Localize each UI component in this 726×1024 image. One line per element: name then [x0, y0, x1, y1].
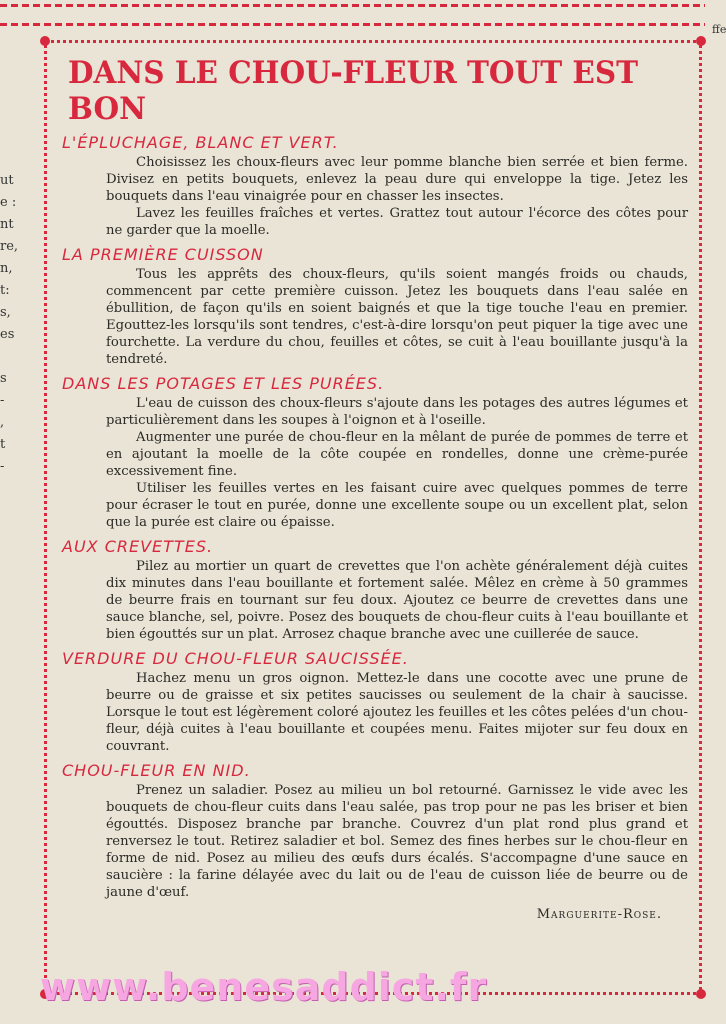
section-potages-purees — [62, 374, 692, 531]
corner-ornament-icon — [696, 36, 706, 46]
section-verdure-saucissee — [62, 649, 692, 755]
paragraph: Augmenter une purée de chou-fleur en la mêlant de purée de pommes de terre et en ajoutant la moelle de la côte coupée en rondelles, donne une crème-purée excessivement fine. — [106, 430, 688, 479]
section-heading: DANS LES POTAGES ET LES PURÉES. — [62, 374, 385, 393]
article — [62, 55, 692, 922]
author-signature: Marguerite-Rose. — [536, 907, 662, 922]
section-heading: LA PREMIÈRE CUISSON — [62, 245, 264, 264]
section-epluchage — [62, 133, 692, 239]
paragraph: Prenez un saladier. Posez au milieu un bol retourné. Garnissez le vide avec les bouquets de chou-fleur cuits dans l'eau salée, pas trop pour ne pas les briser et bien égouttés. Disposez branche par branche. Couvrez d'un plat rond plus grand et renversez le tout. Retirez saladier et bol. Semez des fines herbes sur le chou-fleur en forme de nid. Posez au milieu des œufs durs écalés. S'accompagne d'une sauce en saucière : la farine délayée avec du lait ou de l'eau de cuisson liée de beurre ou de jaune d'œuf. — [106, 783, 688, 900]
section-heading: CHOU-FLEUR EN NID. — [62, 761, 251, 780]
paragraph: Lavez les feuilles fraîches et vertes. Grattez tout autour l'écorce des côtes pour ne garder que la moelle. — [106, 206, 688, 238]
adjacent-column-text-left: ut e : nt re, n, t: s, es s - , t - — [0, 173, 19, 474]
article-title: DANS LE CHOU-FLEUR TOUT EST BON — [68, 55, 639, 127]
corner-ornament-icon — [40, 36, 50, 46]
section-crevettes — [62, 537, 692, 643]
paragraph: L'eau de cuisson des choux-fleurs s'ajoute dans les potages des autres légumes et particulièrement dans les soupes à l'oignon et à l'oseille. — [106, 396, 688, 428]
section-heading: L'ÉPLUCHAGE, BLANC ET VERT. — [62, 133, 339, 152]
paragraph: Pilez au mortier un quart de crevettes que l'on achète généralement déjà cuites dix minutes dans l'eau bouillante et fortement salée. Mêlez en crème à 50 grammes de beurre frais en tournant sur feu doux. Ajoutez ce beurre de crevettes dans une sauce blanche, sel, poivre. Posez des bouquets de chou-fleur cuits à l'eau bouillante et bien égouttés sur un plat. Arrosez chaque branche avec une cuillerée de sauce. — [106, 559, 688, 642]
paragraph: Hachez menu un gros oignon. Mettez-le dans une cocotte avec une prune de beurre ou de graisse et six petites saucisses ou seulement de la chair à saucisse. Lorsque le tout est légèrement coloré ajoutez les feuilles et les côtes pelées d'un chou-fleur, déjà cuites à l'eau bouillante et coupées menu. Faites mijoter sur feu doux en couvrant. — [106, 671, 688, 754]
section-heading: AUX CREVETTES. — [62, 537, 214, 556]
website-watermark: www.benesaddict.fr — [40, 965, 488, 1009]
paragraph: Utiliser les feuilles vertes en les faisant cuire avec quelques pommes de terre pour écraser le tout en purée, donne une excellente soupe ou un excellent plat, selon que la purée est claire ou épaisse. — [106, 481, 688, 530]
adjacent-column-text-right: ffe — [712, 23, 726, 36]
section-premiere-cuisson — [62, 245, 692, 368]
section-heading: VERDURE DU CHOU-FLEUR SAUCISSÉE. — [62, 649, 409, 668]
section-chou-fleur-en-nid — [62, 761, 692, 901]
paragraph: Tous les apprêts des choux-fleurs, qu'ils soient mangés froids ou chauds, commencent par cette première cuisson. Jetez les bouquets dans l'eau salée en ébullition, de façon qu'ils en soient baignés et que la tige touche l'eau en premier. Egouttez-les lorsqu'ils sont tendres, c'est-à-dire lorsqu'on peut piquer la tige avec une fourchette. La verdure du chou, feuilles et côtes, se cuit à l'eau bouillante jusqu'à la tendreté. — [106, 267, 688, 367]
top-dotted-border — [0, 4, 705, 26]
corner-ornament-icon — [696, 989, 706, 999]
paragraph: Choisissez les choux-fleurs avec leur pomme blanche bien serrée et bien ferme. Divisez en petits bouquets, enlevez la peau dure qui enveloppe la tige. Jetez les bouquets dans l'eau vinaigrée pour en chasser les insectes. — [106, 155, 688, 204]
